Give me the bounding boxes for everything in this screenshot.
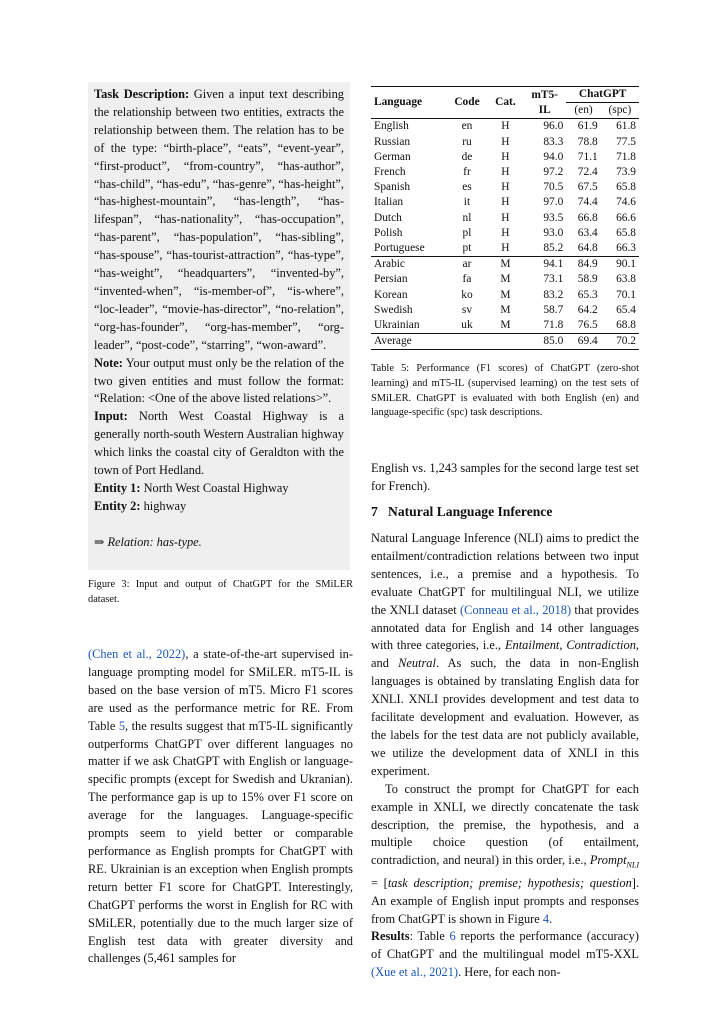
entity1-label: Entity 1: <box>94 480 141 495</box>
table-row <box>371 241 639 257</box>
left-body-paragraph <box>88 646 353 968</box>
average-row <box>371 334 639 350</box>
cell-mt5: 83.3 <box>543 135 564 148</box>
entity2 <box>94 498 344 516</box>
cell-chatgpt-en: 84.9 <box>577 258 598 271</box>
nli-p2-end: . <box>549 911 553 926</box>
nli-p2-text-b: ]. An example of English input prompts and responses from ChatGPT is shown in Figure <box>371 875 639 926</box>
cell-code: fa <box>462 273 472 286</box>
figure3-box <box>88 82 350 570</box>
table-row <box>371 257 639 273</box>
cell-chatgpt-spc: 74.6 <box>616 196 636 209</box>
header-mt5 <box>523 87 566 119</box>
cell-chatgpt-en: 71.1 <box>577 150 598 163</box>
citation-xue-2021[interactable]: (Xue et al., 2021) <box>371 965 459 980</box>
header-chatgpt: ChatGPT <box>566 87 639 103</box>
cell-chatgpt-en: 74.4 <box>577 196 598 209</box>
table-row <box>371 135 639 150</box>
nli-p2-text-a: To construct the prompt for ChatGPT for each example in XNLI, we directly concatenate the task description, the premise, the hypothesis, and a multiple choice question (of entailment, contradiction, and neural) in this order, i.e., <box>371 781 639 868</box>
cell-chatgpt-en: 61.9 <box>577 120 598 133</box>
cell-language: Polish <box>374 226 403 239</box>
cell-chatgpt-spc: 66.6 <box>616 211 636 224</box>
table-row <box>371 150 639 165</box>
nli-p1-text-c: . As such, the data in non-English languages is obtained by translating English data for XNLI. XNLI provides development and test data to facilitate development and evaluation. However, as the labels for the test data are not publicly available, we utilize the development data of XNLI in this experiment. <box>371 656 639 778</box>
cell-chatgpt-en: 63.4 <box>577 226 598 239</box>
average-en: 69.4 <box>577 335 598 348</box>
cell-cat: H <box>501 211 510 224</box>
label-entailment: Entailment <box>504 638 560 653</box>
cell-mt5: 71.8 <box>543 319 564 332</box>
cell-code: pl <box>462 226 472 239</box>
table-row <box>371 180 639 195</box>
average-mt5: 85.0 <box>543 335 564 348</box>
cell-code: uk <box>461 319 473 332</box>
header-spc: (spc) <box>608 104 632 117</box>
note-text: Your output must only be the relation of the two given entities and must follow the format: “Relation: <One of the above listed relations>”. <box>94 355 344 406</box>
cell-cat: H <box>501 196 510 209</box>
cell-language: Dutch <box>374 211 402 224</box>
results-text-a: : Table <box>409 929 450 944</box>
cell-mt5: 97.0 <box>543 196 564 209</box>
label-neutral: Neutral <box>398 656 436 671</box>
prompt-eq: = [ <box>371 875 388 890</box>
cell-language: Ukrainian <box>374 319 420 332</box>
cell-language: German <box>374 150 411 163</box>
cell-chatgpt-spc: 90.1 <box>616 258 636 271</box>
cell-code: ar <box>462 258 472 271</box>
cell-chatgpt-spc: 63.8 <box>616 273 636 286</box>
cell-mt5: 96.0 <box>543 120 564 133</box>
nli-p1-text-b: that provides annotated data for English and 14 other languages with three categories, i.e., <box>371 602 639 653</box>
cell-chatgpt-spc: 68.8 <box>616 319 636 332</box>
cell-code: sv <box>461 303 473 316</box>
figure3-caption: Figure 3: Input and output of ChatGPT for the SMiLER dataset. <box>88 579 353 605</box>
section-number: 7 <box>371 504 378 519</box>
cell-language: Italian <box>374 196 404 209</box>
cell-chatgpt-en: 65.3 <box>577 288 598 301</box>
cell-chatgpt-spc: 65.8 <box>616 181 636 194</box>
cell-language: Russian <box>374 135 411 148</box>
results-label: Results <box>371 929 410 944</box>
cell-cat: M <box>500 319 511 332</box>
cell-chatgpt-en: 64.8 <box>577 242 598 255</box>
section-heading <box>371 504 639 520</box>
cell-mt5: 94.0 <box>543 150 564 163</box>
nli-paragraph2 <box>371 781 639 929</box>
cell-cat: H <box>501 166 510 179</box>
cell-mt5: 83.2 <box>543 288 564 301</box>
cell-mt5: 58.7 <box>543 303 564 316</box>
nli-paragraph1: Natural Language Inference (NLI) aims to predict the entailment/contradiction relations between two input sentences, i.e., a premise and a hypothesis. To evaluate ChatGPT for multilingual NLI, we utilize the XNLI dataset (Conneau et al., 2018) that provides annotated data for English and 14 other languages with three categories, i.e., Entailment, Contradiction, and Neutral. As such, the data in non-English languages is obtained by translating English data for XNLI. XNLI provides development and test data to facilitate development and evaluation. However, as the labels for the test data are not publicly available, we utilize the development data of XNLI in this experiment. <box>371 531 639 778</box>
table5-ref-link[interactable]: 5 <box>118 718 126 733</box>
cell-mt5: 85.2 <box>543 242 564 255</box>
task-label: Task Description: <box>94 87 190 101</box>
nli-p1-and: , and <box>371 638 639 671</box>
table-row <box>371 165 639 180</box>
cell-chatgpt-en: 76.5 <box>577 319 598 332</box>
prompt-symbol <box>589 853 639 870</box>
cell-code: en <box>461 120 473 133</box>
cell-code: ko <box>461 288 473 301</box>
header-language: Language <box>374 96 423 109</box>
header-cat: Cat. <box>495 96 516 109</box>
input-label: Input: <box>94 409 128 424</box>
cell-chatgpt-spc: 65.8 <box>616 226 636 239</box>
cell-code: fr <box>463 166 471 179</box>
input-text: North West Coastal Highway is a generally north-south Western Australian highway which links the coastal city of Geraldton with the town of Port Hedland. <box>94 409 344 478</box>
cell-language: Arabic <box>374 258 405 271</box>
table5-medium-resource <box>371 257 639 334</box>
cell-language: Korean <box>374 288 408 301</box>
cell-mt5: 73.1 <box>543 273 564 286</box>
cell-language: Portuguese <box>374 242 425 255</box>
cell-cat: M <box>500 258 511 271</box>
entity2-text: highway <box>143 498 187 513</box>
table5 <box>371 86 639 350</box>
cell-code: es <box>462 181 472 194</box>
cell-code: pt <box>462 242 472 255</box>
left-body-text2: , the results suggest that mT5-IL significantly outperforms ChatGPT over different languages no matter if we ask ChatGPT with English or language-specific prompts (except for Swedish and Ukranian). The performance gap is up to 15% over F1 score on average for the languages. Language-specific prompts seem to yield better or comparable performance as English prompts for ChatGPT with RE. Ukrainian is an exception when English prompts return better F1 score for ChatGPT. Interestingly, ChatGPT performs the worst in English for RC with SMiLER, potentially due to the much larger size of English test data with greater diversity and challenges (5,461 samples for <box>88 718 353 966</box>
results-text-c: . Here, for each non- <box>458 965 561 980</box>
average-spc: 70.2 <box>616 335 636 348</box>
citation-conneau-2018[interactable]: (Conneau et al., 2018) <box>460 602 572 617</box>
cell-chatgpt-spc: 66.3 <box>616 242 636 255</box>
average-label: Average <box>374 335 412 348</box>
cell-mt5: 94.1 <box>543 258 564 271</box>
cell-mt5: 70.5 <box>543 181 564 194</box>
header-code: Code <box>454 96 480 109</box>
cell-code: ru <box>462 135 472 148</box>
prompt-word: Prompt <box>589 853 627 868</box>
table-row <box>371 211 639 226</box>
cell-cat: M <box>500 303 511 316</box>
cell-chatgpt-en: 78.8 <box>577 135 598 148</box>
cell-mt5: 93.0 <box>543 226 564 239</box>
results-text-b: reports the performance (accuracy) of ChatGPT and the multilingual model mT5-XXL <box>371 929 639 962</box>
cell-chatgpt-spc: 71.8 <box>616 150 636 163</box>
note-label: Note: <box>94 355 123 370</box>
cell-chatgpt-spc: 77.5 <box>616 135 636 148</box>
right-para0: English vs. 1,243 samples for the second large test set for French). <box>371 461 639 493</box>
prompt-components: task description; premise; hypothesis; question <box>387 875 632 890</box>
cell-chatgpt-en: 64.2 <box>577 303 598 316</box>
cell-cat: H <box>501 226 510 239</box>
nli-p1-text-a: Natural Language Inference (NLI) aims to predict the entailment/contradiction relations between two input sentences, i.e., a premise and a hypothesis. To evaluate ChatGPT for multilingual NLI, we utilize the XNLI dataset <box>371 531 639 617</box>
cell-cat: H <box>501 181 510 194</box>
cell-chatgpt-en: 58.9 <box>577 273 598 286</box>
cell-language: Swedish <box>374 303 413 316</box>
entity1 <box>94 480 344 498</box>
cell-chatgpt-spc: 61.8 <box>616 120 636 133</box>
table-row <box>371 119 639 135</box>
left-body-text1: , a state-of-the-art supervised in-language prompting model for SMiLER. mT5-IL is based on the base version of mT5. Micro F1 scores are used as the performance metric for RE. From Table <box>88 647 353 733</box>
note <box>94 355 344 409</box>
cell-cat: M <box>500 288 511 301</box>
table-row <box>371 303 639 318</box>
cell-cat: H <box>501 135 510 148</box>
prompt-subscript: NLI <box>626 860 639 870</box>
cell-chatgpt-spc: 73.9 <box>616 166 636 179</box>
task-text: Given a input text describing the relationship between two entities, extracts the relationship between them. The relation has to be of the type: “birth-place”, “eats”, “event-year”, “first-product”, “from-country”, “has-author”, “has-child”, “has-edu”, “has-genre”, “has-height”, “has-highest-mountain”, “has-length”, “has-lifespan”, “has-nationality”, “has-occupation”, “has-parent”, “has-population”, “has-sibling”, “has-spouse”, “has-tourist-attraction”, “has-type”, “has-weight”, “headquarters”, “invented-by”, “invented-when”, “is-member-of”, “is-where”, “loc-leader”, “movie-has-director”, “no-relation”, “org-has-founder”, “org-has-member”, “org-leader”, “post-code”, “starring”, “won-award”. <box>94 87 344 352</box>
nli-results-paragraph <box>371 928 639 982</box>
cell-language: English <box>374 120 409 133</box>
figure4-ref-link[interactable]: 4 <box>542 911 550 926</box>
cell-cat: H <box>501 150 510 163</box>
cell-chatgpt-en: 66.8 <box>577 211 598 224</box>
entity2-label: Entity 2: <box>94 498 141 513</box>
cell-chatgpt-spc: 70.1 <box>616 288 636 301</box>
label-contradiction: Contradiction <box>566 638 636 653</box>
cell-cat: H <box>501 120 510 133</box>
table-row <box>371 318 639 334</box>
cell-language: French <box>374 166 406 179</box>
table5-high-resource <box>371 119 639 257</box>
cell-cat: M <box>500 273 511 286</box>
cell-chatgpt-en: 72.4 <box>577 166 598 179</box>
table5-average <box>371 334 639 350</box>
header-en: (en) <box>574 104 593 117</box>
relation-output: ⇒ Relation: has-type. <box>94 534 202 549</box>
cell-cat: H <box>501 242 510 255</box>
table5-caption: Table 5: Performance (F1 scores) of ChatGPT (zero-shot learning) and mT5-IL (supervised learning) on the test sets of SMiLER. ChatGPT is evaluated with both English (en) and language-specific (spc) task descriptions. <box>371 363 639 419</box>
cell-mt5: 97.2 <box>543 166 564 179</box>
cell-code: de <box>461 150 473 163</box>
table-row <box>371 272 639 287</box>
task-description <box>94 86 344 355</box>
cell-chatgpt-en: 67.5 <box>577 181 598 194</box>
header-mt5-top: mT5- <box>531 88 558 101</box>
table-row <box>371 226 639 241</box>
citation-chen-2022[interactable]: (Chen et al., 2022) <box>88 647 186 661</box>
cell-language: Persian <box>374 273 408 286</box>
input <box>94 408 344 480</box>
table-row <box>371 195 639 210</box>
cell-code: nl <box>462 211 472 224</box>
section-title: Natural Language Inference <box>388 504 553 519</box>
table6-ref-link[interactable]: 6 <box>449 929 456 944</box>
header-mt5-bottom: IL <box>538 103 551 116</box>
cell-chatgpt-spc: 65.4 <box>616 303 636 316</box>
cell-mt5: 93.5 <box>543 211 564 224</box>
entity1-text: North West Coastal Highway <box>143 480 289 495</box>
cell-code: it <box>463 196 471 209</box>
cell-language: Spanish <box>374 181 411 194</box>
table-row <box>371 288 639 303</box>
